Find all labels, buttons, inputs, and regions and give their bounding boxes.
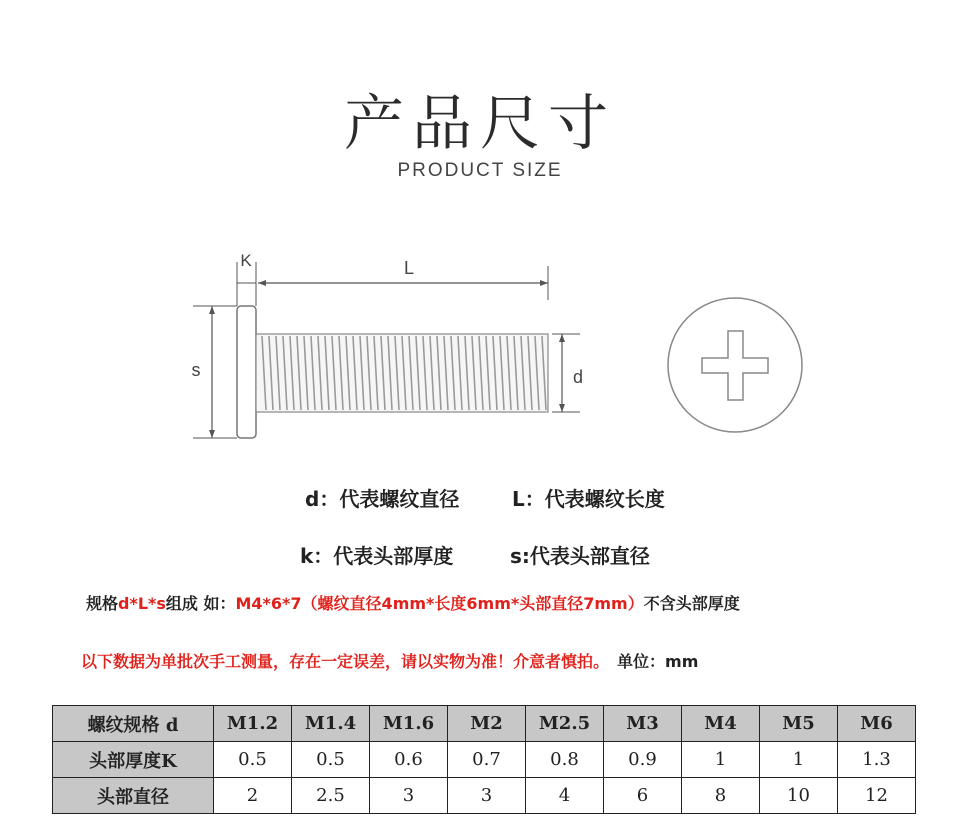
table-cell: M6 (838, 706, 916, 742)
table-cell: 0.7 (448, 742, 526, 778)
legend-l: L：代表螺纹长度 (512, 487, 665, 511)
table-cell: 0.9 (604, 742, 682, 778)
table-cell: M2 (448, 706, 526, 742)
spec-example: M4*6*7（螺纹直径4mm*长度6mm*头部直径7mm） (235, 594, 644, 613)
legend-k: k：代表头部厚度 (300, 544, 454, 568)
table-row (53, 778, 916, 814)
table-cell: 0.8 (526, 742, 604, 778)
page-subtitle: PRODUCT SIZE (397, 160, 563, 181)
head-top-view (668, 298, 802, 432)
spec-middle: 组成 如： (165, 594, 236, 613)
row-label: 头部厚度K (53, 742, 214, 778)
table-row (53, 706, 916, 742)
table-cell: 1.3 (838, 742, 916, 778)
table-cell: M5 (760, 706, 838, 742)
spec-table (52, 705, 916, 814)
label-s: s (191, 360, 201, 380)
page-title: 产品尺寸 (344, 89, 616, 159)
table-cell: M1.4 (292, 706, 370, 742)
table-cell: M1.2 (214, 706, 292, 742)
label-l: L (403, 258, 415, 278)
table-cell: 1 (760, 742, 838, 778)
label-k: K (240, 251, 252, 270)
spec-prefix: 规格 (86, 594, 119, 613)
spec-formula: d*L*s (118, 594, 166, 613)
table-cell: 8 (682, 778, 760, 814)
screw-head (237, 306, 256, 438)
table-cell: 0.5 (292, 742, 370, 778)
table-cell: 0.6 (370, 742, 448, 778)
table-cell: 6 (604, 778, 682, 814)
table-cell: M2.5 (526, 706, 604, 742)
screw-shaft (256, 334, 548, 412)
table-cell: 1 (682, 742, 760, 778)
row-label: 头部直径 (53, 778, 214, 814)
measure-unit: 单位：mm (617, 652, 699, 671)
table-cell: 4 (526, 778, 604, 814)
label-d: d (573, 367, 584, 387)
spec-suffix: 不含头部厚度 (643, 594, 740, 613)
table-cell: 10 (760, 778, 838, 814)
table-cell: 12 (838, 778, 916, 814)
measure-note (81, 649, 698, 672)
table-cell: 3 (448, 778, 526, 814)
spec-note (86, 591, 740, 614)
table-cell: M1.6 (370, 706, 448, 742)
row-label: 螺纹规格 d (53, 706, 214, 742)
table-cell: M4 (682, 706, 760, 742)
table-cell: 3 (370, 778, 448, 814)
table-row (53, 742, 916, 778)
legend-d: d：代表螺纹直径 (305, 487, 460, 511)
legend-s: s:代表头部直径 (510, 544, 650, 568)
table-cell: 0.5 (214, 742, 292, 778)
table-cell: 2.5 (292, 778, 370, 814)
measure-warning: 以下数据为单批次手工测量，存在一定误差，请以实物为准！介意者慎拍。 (81, 652, 610, 671)
table-cell: 2 (214, 778, 292, 814)
table-cell: M3 (604, 706, 682, 742)
